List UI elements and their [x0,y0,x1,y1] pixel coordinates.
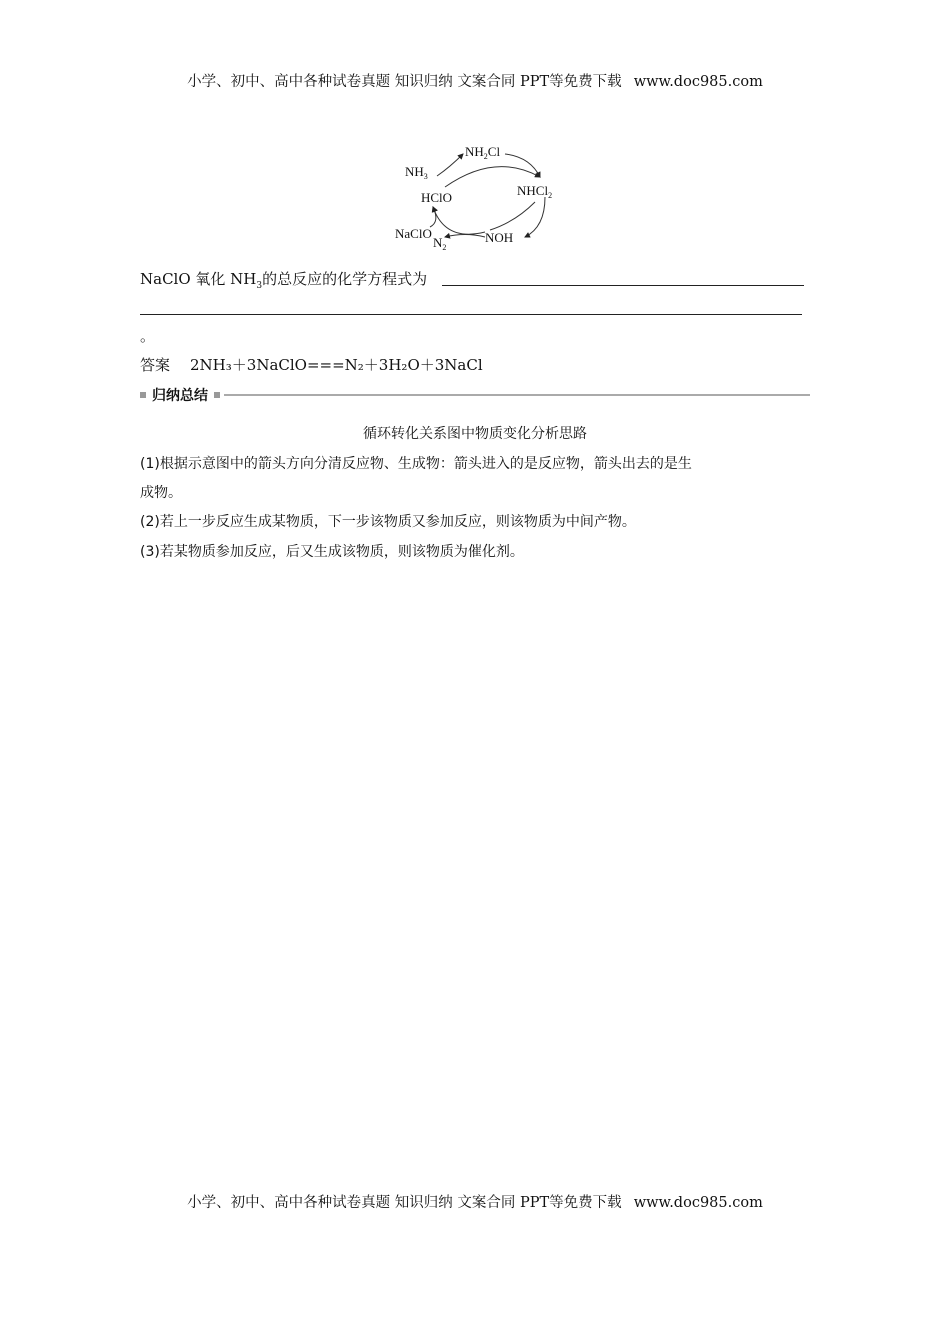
answer-blank-2[interactable] [140,314,802,315]
reaction-cycle-diagram [385,132,575,257]
header-text: 小学、初中、高中各种试卷真题 知识归纳 文案合同 PPT等免费下载 [187,74,622,90]
label-noh: NOH [485,230,514,245]
header-url[interactable]: www.doc985.com [633,74,763,90]
footer-url[interactable]: www.doc985.com [633,1195,763,1211]
section-header: 归纳总结 [140,385,810,405]
answer-blank[interactable] [442,285,804,286]
label-n2: $N_2$ [433,235,447,252]
summary-item: (3)若某物质参加反应，后又生成该物质，则该物质为催化剂。 [140,544,524,560]
label-naclo: NaClO [395,226,432,241]
label-hclo: HClO [421,190,453,205]
label-nhcl2: NHCl$_2$ [517,183,553,200]
label-nh2cl: $NH_2Cl$ [465,144,501,161]
summary-item: (1)根据示意图中的箭头方向分清反应物、生成物：箭头进入的是反应物，箭头出去的是生 [140,456,692,472]
page-header [0,70,950,91]
question-end: 。 [140,327,156,345]
footer-text: 小学、初中、高中各种试卷真题 知识归纳 文案合同 PPT等免费下载 [187,1195,622,1211]
question-text: NaClO 氧化 $NH_3$的总反应的化学方程式为 [140,270,428,291]
label-nh3: $NH_3$ [405,164,428,181]
summary-item: (2)若上一步反应生成某物质，下一步该物质又参加反应，则该物质为中间产物。 [140,514,636,530]
answer: 答案 2NH₃＋3NaClO===N₂＋3H₂O＋3NaCl [140,356,483,374]
page-footer [0,1191,950,1212]
summary-item: 成物。 [140,485,182,501]
summary-title: 循环转化关系图中物质变化分析思路 [363,426,587,442]
